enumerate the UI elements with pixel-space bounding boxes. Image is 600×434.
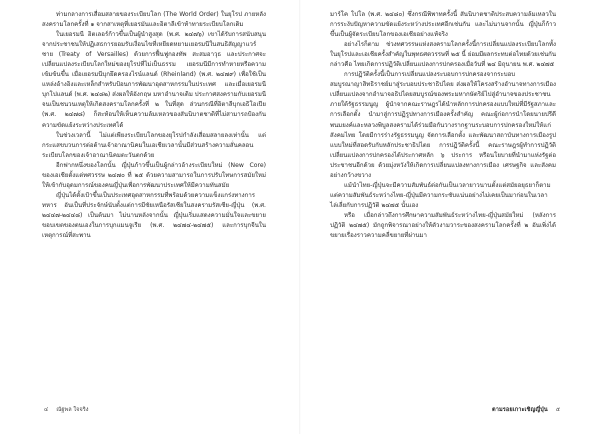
right-page-text: [330, 10, 556, 241]
left-page-footer: [44, 406, 88, 414]
paragraph: ท่ามกลางการเสื่อมสลายของระเบียบโลก (The World Order) ในยุโรป ภายหลังสงครามโลกครั้งที่ ๑ จากสาเหตุที่เยอรมันและอิตาลีเข้าท้าทายระเบียบโลกเดิม: [42, 11, 266, 29]
paragraph: หรือ เมื่อกล่าวถึงการศึกษาความสัมพันธ์ระหว่างไทย-ญี่ปุ่นสมัยใหม่ (หลังการปฏิวัติ ๒๔๗๕) มักถูกพิจารณาอย่างให้ตัวงามวาระของสงครามโลกครั้งที่ ๒ อันเพิ่งได้ขยายเรื่องราวความคลี่ขยายที่ผ่านมา: [330, 211, 556, 240]
paragraph: ในช่วงเวลานี้ ไม่แต่เพียงระเบียบโลกของยุโรปกำลังเสื่อมสลายลงเท่านั้น แต่กระแสขบวนการต่อต้านเจ้าอาณานิคมในเอเชียเวลานั้นมีส่วนสร้างความสั่นคลอนระเบียบโลกของเจ้าอาณานิคมตะวันตกด้วย: [42, 131, 266, 159]
paragraph: อย่างไรก็ตาม ช่วงทศวรรษแห่งสงครามโลกครั้งนี้การเปลี่ยนแปลงระเบียบโลกทั้งในยุโรปและเอเชียครั้งสำคัญในพุทธศตวรรษที่ ๒๕ นี้ ย่อมมีผลกระทบต่อไทยด้วยเช่นกัน กล่าวคือ ไทยเกิดการปฏิวัติเปลี่ยนแปลงการปกครองเมื่อวันที่ ๒๔ มิถุนายน พ.ศ. ๒๔๗๕: [330, 41, 556, 69]
left-page-text: [42, 10, 266, 241]
right-page: [300, 0, 600, 434]
right-page-footer: [492, 406, 560, 414]
paragraph: การปฏิวัติครั้งนี้เป็นการเปลี่ยนแปลงระบอบการปกครองจากระบอบสมบูรณาญาสิทธิราชย์มาสู่ระบอบประชาธิปไตย ส่งผลให้โครงสร้างอำนาจทางการเมืองเปลี่ยนแปลงจากอำนาจอธิปไตยสมบูรณ์ของพระมหากษัตริย์ไปสู่อำนาจของประชาชนภายใต้รัฐธรรมนูญ ผู้นำจากคณะราษฎรได้นำหลักการปกครองแบบใหม่ที่มีรัฐสภาและการเลือกตั้ง นำมาสู่การปฏิรูปทางการเมืองครั้งสำคัญ คณะผู้ก่อการนำโดยนายปรีดี พนมยงค์และหลวงพิบูลสงครามได้ร่วมมือกันวางรากฐานระบอบการปกครองใหม่ให้แก่สังคมไทย โดยมีการร่างรัฐธรรมนูญ จัดการเลือกตั้ง และพัฒนาสถาบันทางการเมืองรูปแบบใหม่ที่สอดรับกับหลักประชาธิปไตย การปฏิวัติครั้งนี้ คณะราษฎรผู้ทำการปฏิวัติเปลี่ยนแปลงการปกครองได้ประกาศหลัก ๖ ประการ หรือนโยบายที่นำมาแห่งรัฐต่อประชาชนอีกด้วย ด้วยมุ่งหวังให้เกิดการเปลี่ยนแปลงทางการเมือง เศรษฐกิจ และสังคมอย่างกว้างขวาง: [330, 71, 556, 179]
paragraph: มาร์โค โปโล (พ.ศ. ๒๔๘๐) ซึ่งกรณีพิพาทครั้งนี้ สันนิบาตชาติประสบความล้มเหลวในการระงับปัญหาความขัดแย้งระหว่างประเทศอีกเช่นกัน และไม่นานจากนั้น ญี่ปุ่นก็ก้าวขึ้นเป็นผู้จัดระเบียบโลกของเอเชียอย่างแท้จริง: [330, 11, 556, 39]
page-number: ๕: [555, 407, 560, 413]
paragraph: อีกฟากหนึ่งของโลกนั้น ญี่ปุ่นก้าวขึ้นเป็นผู้กล่าวอ้างระเบียบใหม่ (New Core) ของเอเชียตั้งแต่ทศวรรษ ๒๔๗๐ ที่ ๒๕ ด้วยความสามารถในการปรับโทษการสมัยใหม่ให้เข้ากับอุดมการณ์ของคนญี่ปุ่นเพื่อการพัฒนาประเทศให้มีความทันสมัย: [42, 161, 266, 189]
page-number: ๔: [44, 407, 49, 413]
book-title: ตามรอยเกาะเชิญญี่ปุ่น: [492, 407, 548, 413]
paragraph: ในเยอรมนี ฮิตเลอร์ก้าวขึ้นเป็นผู้นำสูงสุด (พ.ศ. ๒๔๗๖) เขาได้รับการสนับสนุนจากประชาชนให้ปฏิเสธการยอมรับเงื่อนไขที่เหยียดหยามเยอรมนีในสนธิสัญญาแวร์ซาย (Treaty of Versailles) ด้วยการฟื้นฟูกองทัพ สะสมอาวุธ และประกาศจะเปลี่ยนแปลงระเบียบโลกใหม่ของยุโรปที่ไม่เป็นธรรม เยอรมนีมีการทำหายหรือความเข้มข้นขึ้น เมื่อเยอรมนีบุกยึดครองไรน์แลนด์ (Rheinland) (พ.ศ. ๒๔๗๙) เพื่อใช้เป็นแหล่งอ้างอิงและเหล็กสำหรับป้อนการพัฒนาอุตสาหกรรมในประเทศ และเมื่อเยอรมนีบุกโปแลนด์ (พ.ศ. ๒๔๘๒) ส่งผลให้อังกฤษ มหาอำนาจเดิม ประกาศสงครามกับเยอรมนี จนเป็นชนวนเหตุให้เกิดสงครามโลกครั้งที่ ๒ ในที่สุด ส่วนกรณีที่อิตาลีบุกเอธิโอเปีย (พ.ศ. ๒๔๗๘) ก็สะท้อนให้เห็นความล้มเหลวของสันนิบาตชาติที่ไม่สามารถป้องกันความขัดแย้งระหว่างประเทศได้: [42, 31, 267, 129]
paragraph: แม้นำไทย-ญี่ปุ่นจะมีความสัมพันธ์ต่อกันเป็นเวลายาวนานตั้งแต่สมัยอยุธยาก็ตาม แต่ความสัมพันธ์ระหว่างไทย-ญี่ปุ่นมีความกระชับแน่นอย่างไม่เคยเป็นมาก่อนในเวลาไล่เลี่ยกับการปฏิวัติ ๒๔๗๕ นั้นเอง: [330, 181, 551, 209]
paragraph: ญี่ปุ่นได้ตั้งเป้าขึ้นเป็นประเทศอุตสาหกรรมที่พร้อมด้วยความแข็งแกร่งทางการทหาร อันเป็นที่ประจักษ์นับตั้งแต่การมีชัยเหนือรัสเซียในสงครามรัสเซีย-ญี่ปุ่น (พ.ศ. ๒๔๔๗-๒๔๔๘) เป็นต้นมา ไม่นานหลังจากนั้น ญี่ปุ่นเริ่มแสดงความมั่นใจและขยายขอบเขตของตนเองในการบุกแมนจูเรีย (พ.ศ. ๒๔๗๔-๒๔๗๕) และการบุกจีนในเหตุการณ์ที่สะพาน: [42, 191, 266, 240]
author-name: ณัฐพล ใจจริง: [56, 407, 89, 413]
